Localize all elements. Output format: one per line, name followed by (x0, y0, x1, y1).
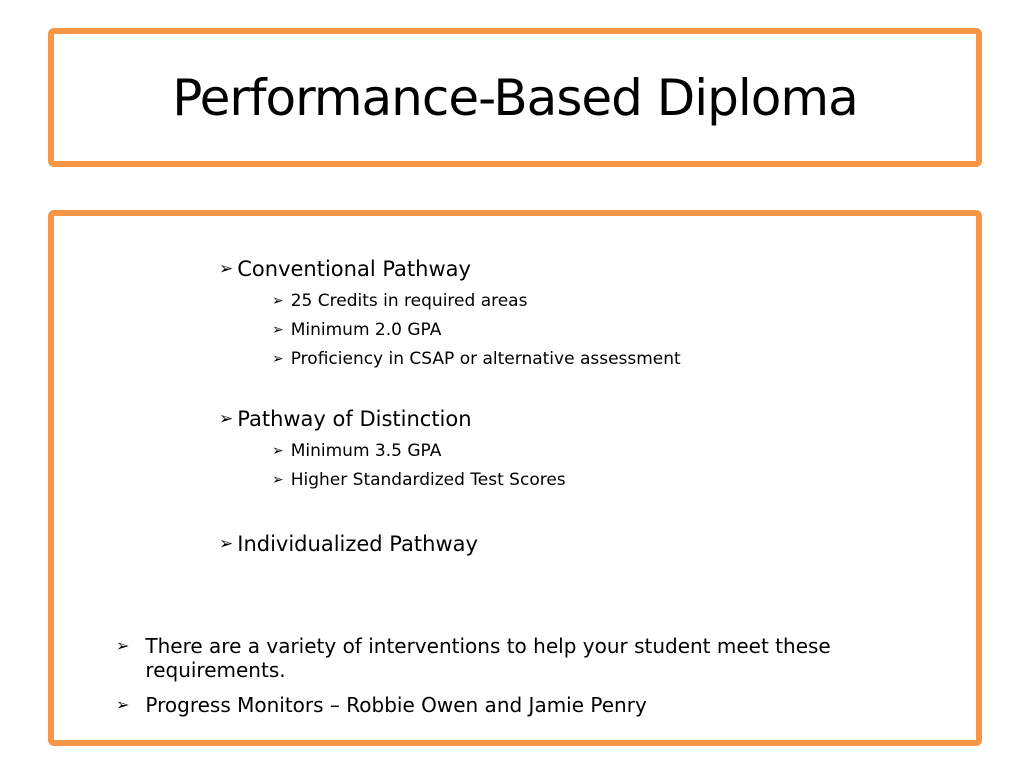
title-box (48, 28, 982, 167)
arrow-bullet-icon: ➢ (272, 293, 284, 309)
content-box (48, 210, 982, 746)
arrow-bullet-icon: ➢ (219, 409, 234, 429)
note-item-interventions (116, 634, 906, 682)
note-text: There are a variety of interventions to help your student meet these requirements. (145, 634, 831, 682)
arrow-bullet-icon: ➢ (272, 351, 284, 367)
pathway-label: Conventional Pathway (237, 257, 471, 281)
slide-title: Performance-Based Diploma (172, 68, 858, 127)
pathway-label: Individualized Pathway (237, 532, 478, 556)
arrow-bullet-icon: ➢ (219, 534, 234, 554)
pathway-subitem-text: Proficiency in CSAP or alternative assessment (290, 349, 681, 369)
pathway-subitem-text: Minimum 3.5 GPA (290, 441, 442, 461)
note-text: Progress Monitors – Robbie Owen and Jamie Penry (145, 693, 647, 717)
pathway-subitem-text: Minimum 2.0 GPA (290, 320, 442, 340)
pathway-subitem (272, 319, 441, 341)
arrow-bullet-icon: ➢ (272, 472, 284, 488)
pathway-subitem-text: 25 Credits in required areas (290, 291, 528, 311)
arrow-bullet-icon: ➢ (219, 259, 234, 279)
arrow-bullet-icon: ➢ (116, 636, 130, 655)
arrow-bullet-icon: ➢ (116, 695, 130, 714)
pathway-subitem-text: Higher Standardized Test Scores (290, 470, 566, 490)
pathway-subitem (272, 290, 527, 312)
arrow-bullet-icon: ➢ (272, 322, 284, 338)
pathway-subitem (272, 469, 566, 491)
pathway-item-conventional (219, 256, 471, 282)
arrow-bullet-icon: ➢ (272, 443, 284, 459)
note-item-progress-monitors (116, 693, 906, 717)
pathway-subitem (272, 348, 681, 370)
pathway-subitem (272, 440, 441, 462)
pathway-label: Pathway of Distinction (237, 407, 472, 431)
pathway-item-distinction (219, 406, 472, 432)
pathway-item-individualized (219, 531, 478, 557)
